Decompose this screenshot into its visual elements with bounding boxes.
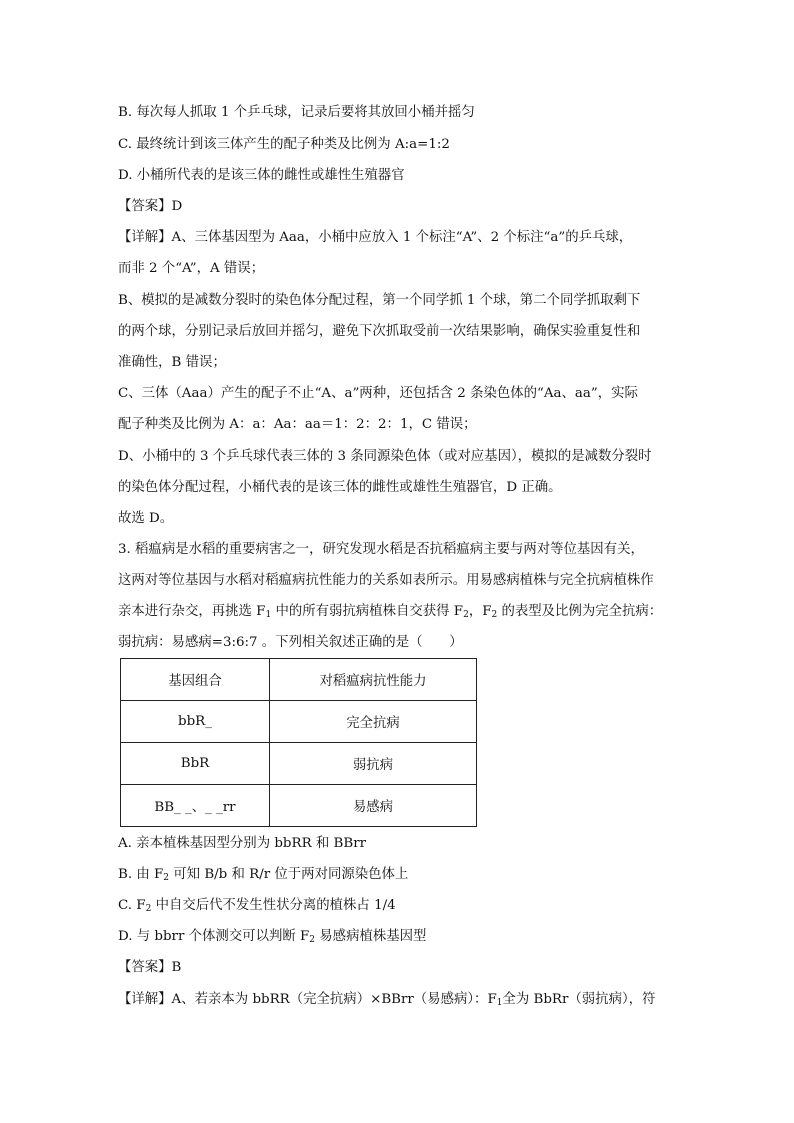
table-header: 基因组合 [121,659,270,701]
line-b: B. 每次每人抓取 1 个乒乓球，记录后要将其放回小桶并摇匀 [118,105,475,120]
detail-line-4: 的两个球，分别记录后放回并摇匀，避免下次抓取受前一次结果影响，确保实验重复性和 [118,324,641,339]
table-row [121,785,477,827]
detail-line-1: 【详解】A、三体基因型为 Aaa，小桶中应放入 1 个标注“A”、2 个标注“a”的乒乓球， [118,230,633,245]
detail-line-7: 配子种类及比例为 A：a：Aa：aa＝1：2：2：1，C 错误； [118,417,477,432]
line-c: C. 最终统计到该三体产生的配子种类及比例为 A:a=1:2 [118,137,450,152]
option-d: D. 与 bbrr 个体测交可以判断 $F_2$ 易感病植株基因型 [118,929,427,945]
line-d: D. 小桶所代表的是该三体的雌性或雄性生殖器官 [118,168,405,183]
table-cell: 完全抗病 [270,701,477,743]
question-3-line-4: 弱抗病：易感病=3:6:7 。下列相关叙述正确的是（ ） [118,635,463,650]
detail-line-2: 而非 2 个“A”，A 错误； [118,261,265,276]
option-c: C. $F_2$ 中自交后代不发生性状分离的植株占 1/4 [118,898,396,914]
option-b: B. 由 $F_2$ 可知 B/b 和 R/r 位于两对同源染色体上 [118,867,409,883]
table-cell: bbR_ [121,701,270,743]
answer-label: 【答案】D [118,199,183,214]
answer-label-2: 【答案】B [118,960,182,975]
option-a: A. 亲本植株基因型分别为 bbRR 和 BBrr [118,836,367,851]
table-cell: 弱抗病 [270,743,477,785]
table-header: 对稻瘟病抗性能力 [270,659,477,701]
conclusion: 故选 D。 [118,511,174,526]
table-row [121,701,477,743]
table-cell: BbR [121,743,270,785]
table-header-row [121,659,477,701]
question-3-line-3: 亲本进行杂交，再挑选 $F_1$ 中的所有弱抗病植株自交获得 $F_2$，$F_2$ 的表型及比例为完全抗病： [118,604,663,620]
detail-line-5: 准确性，B 错误； [118,355,226,370]
table-cell: BB_ _、_ _rr [121,785,270,827]
detail-line-8: D、小桶中的 3 个乒乓球代表三体的 3 条同源染色体（或对应基因），模拟的是减数分裂时 [118,449,652,464]
detail-2-line-1: 【详解】A、若亲本为 bbRR（完全抗病）×BBrr（易感病）：$F_1$全为 BbRr（弱抗病），符 [118,992,656,1008]
table-cell: 易感病 [270,785,477,827]
question-3-line-2: 这两对等位基因与水稻对稻瘟病抗性能力的关系如表所示。用易感病植株与完全抗病植株作 [118,573,654,588]
table-row [121,743,477,785]
gene-table [120,658,477,827]
question-3-line-1: 3. 稻瘟病是水稻的重要病害之一，研究发现水稻是否抗稻瘟病主要与两对等位基因有关， [118,542,644,557]
detail-line-3: B、模拟的是减数分裂时的染色体分配过程，第一个同学抓 1 个球，第二个同学抓取剩下 [118,293,641,308]
detail-line-6: C、三体（Aaa）产生的配子不止“A、a”两种，还包括含 2 条染色体的“Aa、aa”，实际 [118,386,638,401]
detail-line-9: 的染色体分配过程，小桶代表的是该三体的雌性或雄性生殖器官，D 正确。 [118,480,562,495]
